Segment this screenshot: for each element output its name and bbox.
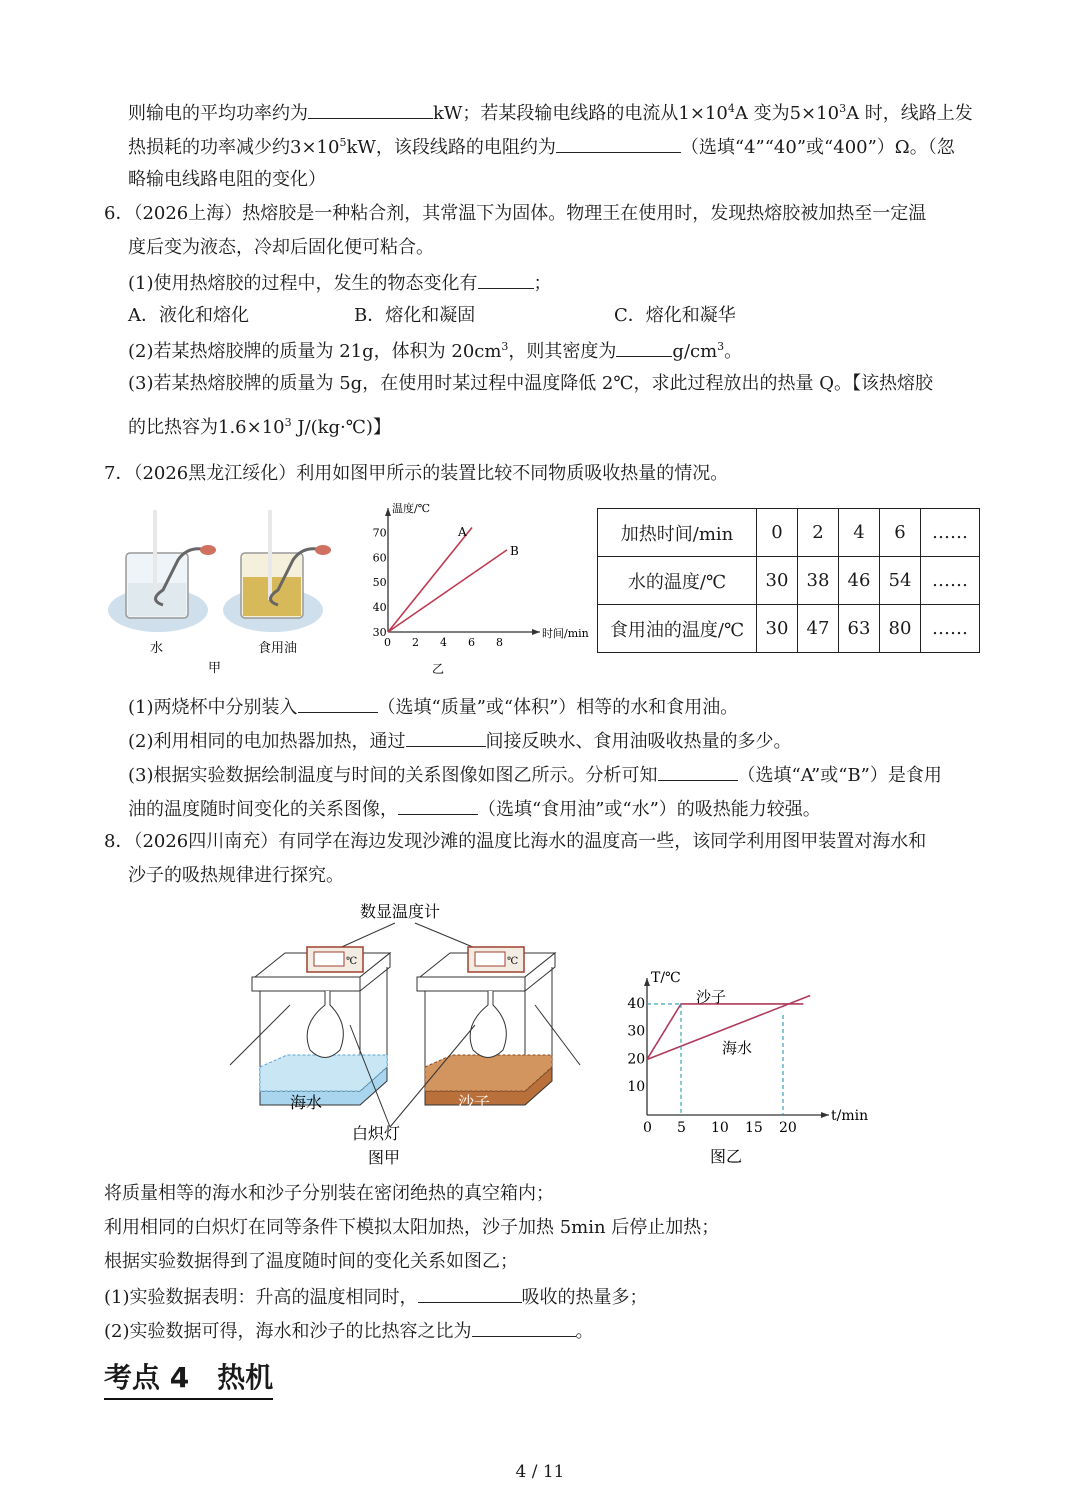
temperature-chart-8 (612, 970, 869, 1170)
data-table (597, 508, 980, 653)
q6-stem-1: 6．（2026上海）热熔胶是一种粘合剂，其常温下为固体。物理王在使用时，发现热熔胶被加热至一定温 (104, 203, 927, 224)
text: ； (533, 273, 552, 294)
answer-blank[interactable] (418, 1284, 522, 1303)
table-cell: 6 (880, 509, 921, 557)
table-cell: 30 (757, 605, 798, 653)
unit-label: ℃ (507, 956, 519, 967)
q7-part-3 (128, 762, 942, 788)
table-row (598, 509, 980, 557)
q7-part-3b (128, 796, 821, 822)
text: kW；若某段输电线路的电流从 (433, 103, 679, 124)
sup: 3 (839, 102, 847, 115)
page-number: 4 / 11 (515, 1462, 565, 1482)
series-label: 沙子 (696, 988, 727, 1006)
q6-stem-2: 度后变为液态，冷却后固化便可粘合。 (128, 237, 434, 258)
text: (1)实验数据表明：升高的温度相同时， (104, 1287, 418, 1308)
table-cell: 2 (798, 509, 839, 557)
answer-blank[interactable] (298, 694, 378, 713)
q6-part-3: (3)若某热熔胶牌的质量为 5g，在使用时某过程中温度降低 2℃，求此过程放出的热量 Q。【该热熔胶 (128, 373, 933, 394)
text: A 时，线路上发 (846, 103, 973, 124)
sand-label: 沙子 (458, 1093, 491, 1112)
answer-blank[interactable] (478, 270, 534, 289)
answer-blank[interactable] (398, 796, 478, 815)
answer-blank[interactable] (556, 134, 681, 153)
text: （选填“食用油”或“水”）的吸热能力较强。 (478, 799, 821, 820)
q8-step-2: 利用相同的白炽灯在同等条件下模拟太阳加热，沙子加热 5min 后停止加热； (104, 1217, 720, 1238)
x-tick-label: 10 (711, 1120, 729, 1136)
x-tick-label: 2 (412, 636, 419, 649)
pointer-line (415, 923, 480, 950)
series-label: A (458, 525, 467, 539)
text: (1)使用热熔胶的过程中，发生的物态变化有 (128, 273, 478, 294)
x-tick-label: 6 (468, 636, 475, 649)
oil-heater-plug (315, 545, 331, 555)
y-tick-label: 40 (627, 995, 646, 1012)
table-cell: …… (921, 509, 980, 557)
text: (2)实验数据可得，海水和沙子的比热容之比为 (104, 1321, 472, 1342)
text: 5×10 (789, 103, 840, 124)
answer-blank[interactable] (658, 762, 738, 781)
series-line (388, 527, 472, 632)
y-tick-label: 10 (627, 1079, 646, 1096)
q8-part-1 (104, 1284, 648, 1310)
text: (3)根据实验数据绘制温度与时间的关系图像如图乙所示。分析可知 (128, 765, 658, 786)
table-cell: …… (921, 605, 980, 653)
sup: 3 (501, 340, 509, 353)
text: 。 (724, 341, 743, 362)
table-cell: 47 (798, 605, 839, 653)
table-row (598, 605, 980, 653)
q7-stem: 7．（2026黑龙江绥化）利用如图甲所示的装置比较不同物质吸收热量的情况。 (104, 463, 729, 484)
sup: 3 (717, 340, 725, 353)
y-axis-label: 温度/℃ (392, 502, 431, 515)
q6-option-a[interactable]: A．液化和熔化 (128, 305, 249, 326)
chart-caption: 图乙 (710, 1147, 743, 1166)
left-bulb (307, 991, 343, 1058)
text: 油的温度随时间变化的关系图像， (128, 799, 398, 820)
water-heater-plug (200, 545, 216, 555)
q6-option-b[interactable]: B．熔化和凝固 (354, 305, 476, 326)
q8-stem-2: 沙子的吸热规律进行探究。 (128, 865, 344, 886)
pointer-line (335, 923, 395, 950)
y-tick-label: 70 (372, 526, 387, 540)
lamp-label: 白炽灯 (352, 1124, 401, 1143)
answer-blank[interactable] (472, 1318, 576, 1337)
table-cell: 46 (839, 557, 880, 605)
sup: 3 (284, 416, 292, 429)
q6-part-1 (128, 270, 552, 296)
right-bulb (470, 991, 506, 1058)
left-lid-front (252, 977, 360, 991)
y-tick-label: 30 (372, 626, 387, 639)
y-tick-label: 50 (372, 576, 387, 590)
text: 热损耗的功率减少约 (128, 137, 290, 158)
x-axis-label: 时间/min (542, 627, 589, 640)
table-cell: 0 (757, 509, 798, 557)
x-tick-label: 0 (384, 636, 391, 649)
q6-part-3b (128, 416, 391, 440)
x-axis-arrow (821, 1112, 829, 1118)
sup: 5 (339, 136, 347, 149)
oil-label: 食用油 (258, 641, 298, 656)
series-label: B (510, 544, 519, 558)
sea-label: 海水 (290, 1093, 323, 1112)
text: (2)若某热熔胶牌的质量为 21g，体积为 20cm (128, 341, 502, 362)
x-tick-label: 8 (496, 636, 503, 649)
text: （选填“4”“40”或“400”）Ω。（忽 (680, 137, 955, 158)
vacuum-box-figure (230, 895, 610, 1170)
text: 。 (575, 1321, 594, 1342)
y-tick-label: 20 (627, 1051, 646, 1068)
q7-part-2 (128, 728, 792, 754)
table-cell: 4 (839, 509, 880, 557)
y-tick-label: 30 (627, 1023, 646, 1040)
q7-part-1 (128, 694, 738, 720)
table-cell: 80 (880, 605, 921, 653)
fig-caption: 甲 (208, 661, 222, 676)
table-cell: 食用油的温度/℃ (598, 605, 757, 653)
text: (2)利用相同的电加热器加热，通过 (128, 731, 406, 752)
q6-part-2 (128, 338, 742, 364)
thermometer-label: 数显温度计 (360, 902, 441, 921)
x-tick-label: 4 (440, 636, 447, 649)
series-label: 海水 (722, 1039, 753, 1057)
left-thermometer-screen (314, 952, 344, 966)
text: （选填“质量”或“体积”）相等的水和食用油。 (377, 697, 739, 718)
table-row (598, 557, 980, 605)
intro-line-3: 略输电线路电阻的变化） (128, 169, 326, 190)
intro-line-2 (128, 134, 955, 160)
x-axis-arrow (532, 629, 540, 635)
y-axis-arrow (385, 508, 391, 516)
temperature-chart-7 (360, 500, 590, 680)
table-cell: 水的温度/℃ (598, 557, 757, 605)
text: 间接反映水、食用油吸收热量的多少。 (485, 731, 792, 752)
right-lid-front (417, 977, 525, 991)
water-label: 水 (150, 641, 164, 656)
q8-stem-1: 8．（2026四川南充）有同学在海边发现沙滩的温度比海水的温度高一些，该同学利用图甲装置对海水和 (104, 831, 927, 852)
chart-caption: 乙 (432, 662, 445, 676)
text: kW，该段线路的电阻约为 (346, 137, 556, 158)
answer-blank[interactable] (406, 728, 486, 747)
table-cell: 30 (757, 557, 798, 605)
series-line (388, 550, 507, 632)
y-axis-arrow (644, 978, 650, 986)
q8-step-1: 将质量相等的海水和沙子分别装在密闭绝热的真空箱内； (104, 1183, 554, 1204)
q8-part-2 (104, 1318, 594, 1344)
table-cell: 38 (798, 557, 839, 605)
answer-blank[interactable] (616, 338, 672, 357)
y-axis-label: T/℃ (651, 970, 681, 986)
x-tick-label: 5 (677, 1120, 686, 1136)
x-tick-label: 20 (779, 1120, 797, 1136)
text: J/(kg·℃)】 (291, 417, 391, 438)
text: A 变为 (734, 103, 790, 124)
text: (1)两烧杯中分别装入 (128, 697, 298, 718)
text: 则输电的平均功率约为 (128, 103, 308, 124)
unit-label: ℃ (346, 956, 358, 967)
y-tick-label: 40 (372, 601, 387, 615)
q8-step-3: 根据实验数据得到了温度随时间的变化关系如图乙； (104, 1251, 518, 1272)
text: g/cm (672, 341, 718, 362)
section-heading: 考点 4 热机 (104, 1356, 273, 1400)
text: 1×10 (678, 103, 728, 124)
text: ，则其密度为 (508, 341, 617, 362)
intro-line-1 (128, 100, 973, 126)
text: 的比热容为1.6×10 (128, 417, 285, 438)
fig-caption: 图甲 (368, 1148, 401, 1167)
table-cell: 54 (880, 557, 921, 605)
table-cell: 63 (839, 605, 880, 653)
text: 吸收的热量多； (521, 1287, 648, 1308)
q6-option-c[interactable]: C．熔化和凝华 (614, 305, 736, 326)
y-tick-label: 60 (372, 551, 387, 565)
table-cell: …… (921, 557, 980, 605)
x-axis-label: t/min (831, 1108, 869, 1124)
x-tick-label: 15 (745, 1120, 763, 1136)
answer-blank[interactable] (308, 100, 433, 119)
table-cell: 加热时间/min (598, 509, 757, 557)
sup: 4 (727, 102, 735, 115)
text: （选填“A”或“B”）是食用 (737, 765, 942, 786)
text: 3×10 (290, 137, 340, 158)
x-tick-label: 0 (643, 1120, 652, 1136)
right-thermometer-screen (475, 952, 505, 966)
beakers-figure (108, 505, 348, 680)
